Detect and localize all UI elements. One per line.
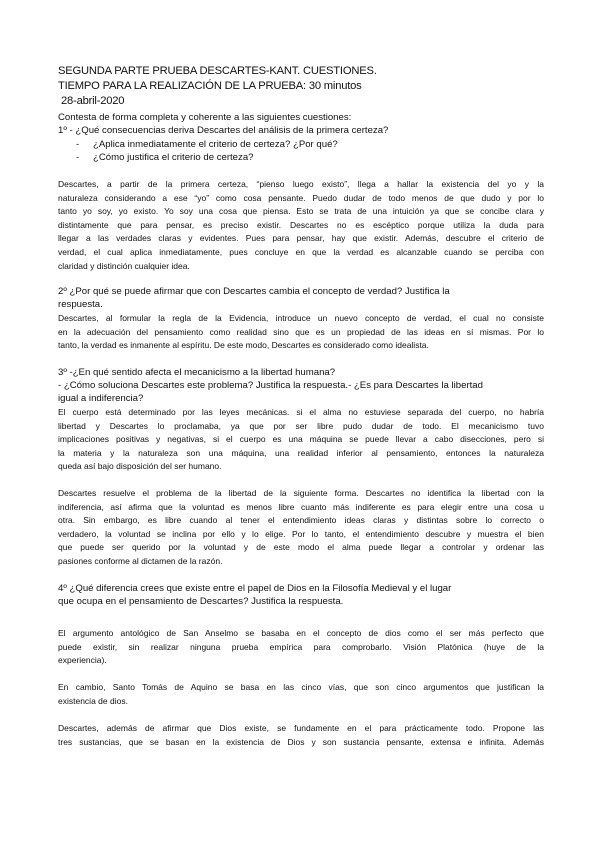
answer-1: Descartes, a partir de la primera certeza, “pienso luego existo”, llega a hallar la existencia del yo y la naturaleza considerando a ese “yo” como cosa pensante. Puedo dudar de todo menos de que dudo y por lo tanto yo soy, yo existo. Yo soy una cosa que piensa. Esto se trata de una intuición ya que se concibe clara y distintamente que para pensar, es preciso existir. Descartes no es escéptico porque utiliza la duda para llegar a las verdades claras y evidentes. Pues para pensar, hay que existir. Además, descubre el criterio de verdad, el cual aplica inmediatamente, pues concluye en que la verdad es alcanzable cuando se perciba con claridad y distinción cualquier idea. — [58, 179, 544, 271]
date: 28-abril-2020 — [61, 95, 125, 107]
question-2: 2º ¿Por qué se puede afirmar que con Descartes cambia el concepto de verdad? Justifica la respuesta. — [58, 286, 450, 310]
answer-4b: En cambio, Santo Tomás de Aquino se basa en las cinco vías, que son cinco argumentos que justifican la existencia de dios. — [58, 682, 544, 706]
time-limit: TIEMPO PARA LA REALIZACIÓN DE LA PRUEBA: 30 minutos — [58, 80, 362, 92]
answer-4a: El argumento antológico de San Anselmo se basaba en el concepto de dios como el ser más perfecto que puede existir, sin realizar ninguna prueba empírica para comprobarlo. Visión Platónica (huye de la experiencia). — [58, 628, 544, 666]
question-3: 3º -¿En qué sentido afecta el mecanicismo a la libertad humana? - ¿Cómo soluciona Descartes este problema? Justifica la respuesta.- ¿Es para Descartes la libertad igual a indiferencia? — [58, 367, 483, 404]
subquestion-1a: - ¿Aplica inmediatamente el criterio de certeza? ¿Por qué? — [76, 139, 338, 150]
question-1: 1º - ¿Qué consecuencias deriva Descartes del análisis de la primera certeza? — [58, 125, 389, 136]
subquestion-1b: - ¿Cómo justifica el criterio de certeza? — [76, 152, 254, 163]
answer-3a: El cuerpo está determinado por las leyes mecánicas. si el alma no estuviese separada del cuerpo, no habría libertad y Descartes lo proclamaba, ya que por ser libre pudo dudar de todo. El mecanicismo tuvo implicaciones positivas y negativas, si el cuerpo es una máquina se puede llevar a cabo disecciones, pero si la materia y la naturaleza son una máquina, una realidad inferior al pensamiento, entonces la naturaleza queda así bajo disposición del ser humano. — [58, 407, 544, 472]
document-title: SEGUNDA PARTE PRUEBA DESCARTES-KANT. CUESTIONES. — [58, 65, 377, 77]
answer-2: Descartes, al formular la regla de la Evidencia, introduce un nuevo concepto de verdad, el cual no consiste en la adecuación del pensamiento como realidad sino que es un propiedad de las ideas en sí mismas. Por lo tanto, la verdad es inmanente al espíritu. De este modo, Descartes es considerado como idealista. — [58, 313, 544, 351]
question-4: 4º ¿Qué diferencia crees que existe entre el papel de Dios en la Filosofía Medieval y el lugar que ocupa en el pensamiento de Descartes? Justifica la respuesta. — [58, 583, 452, 607]
instructions: Contesta de forma completa y coherente a las siguientes cuestiones: — [58, 112, 352, 123]
answer-3b: Descartes resuelve el problema de la libertad de la siguiente forma. Descartes no identifica la libertad con la indiferencia, así afirma que la voluntad es menos libre cuanto más indiferente es para elegir entre una cosa u otra. Sin embargo, es libre cuando al tener el entendimiento ideas claras y distintas sobre lo correcto o verdadero, la voluntad se inclina por ello y lo elige. Por lo tanto, el entendimiento descubre y muestra el bien que puede ser querido por la voluntad y de este modo el alma puede llegar a controlar y ordenar las pasiones conforme al dictamen de la razón. — [58, 488, 544, 566]
answer-4c: Descartes, además de afirmar que Dios existe, se fundamente en el para prácticamente todo. Propone las tres sustancias, que se basan en la existencia de Dios y son sustancia pensante, extensa e infinita. Además — [58, 723, 544, 747]
